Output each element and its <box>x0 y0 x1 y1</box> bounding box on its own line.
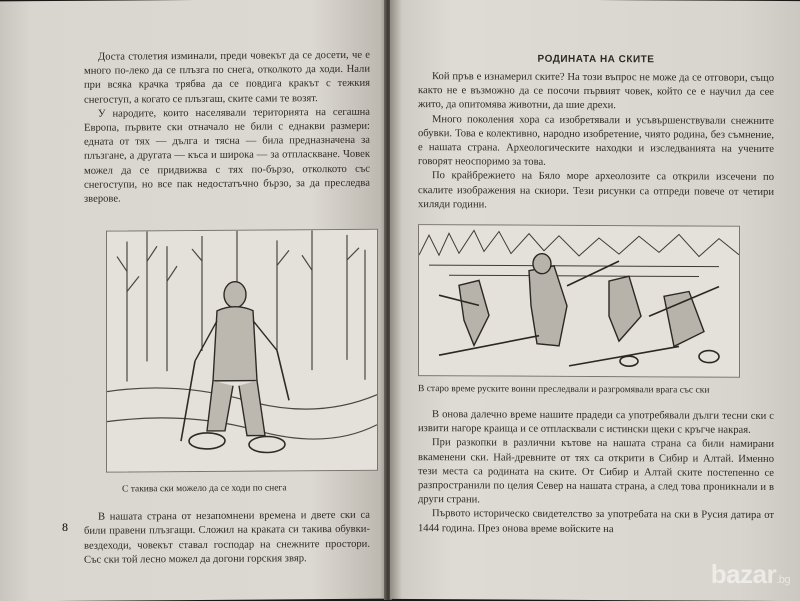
left-paragraph-2: У народите, които населявали територията на сегашна Европа, първите ски отначало не били с еднакви размери: едната от тях — дълга и тясна — била предназначена за плъзгане, а другата — къса и широка — за отпласкване. Човек можел да се придвижва с тях по-бързо, отколкото със снегоступи, но все пак недостатъчно бързо, за да преследва зверове. <box>84 106 370 205</box>
skier-illustration <box>106 229 378 473</box>
watermark-text: bazar <box>710 559 777 589</box>
right-paragraph-5: При разкопки в различни кътове на нашата страна са били намирани вкаменени ски. Най-древните от тях са открити в Сибир и Алтай. Именно тези места са родината на ските. От Сибир и Алтай ските постепенно се разпространили по целия Север на нашата страна, а след това проникнали и в други страни. <box>418 437 774 506</box>
watermark <box>711 559 790 590</box>
right-paragraph-2: Много поколения хора са изобретявали и усъвършенствували снежните обувки. Това е колективно, народно изобретение, чиято родина, без съмнение, е нашата страна. Археологическите находки и изследванията на учените говорят неоспоримо за това. <box>418 113 774 168</box>
left-page <box>0 0 388 601</box>
right-figure-caption: В старо време руските воини преследвали и разгромявали врага със ски <box>418 384 710 396</box>
right-paragraph-4: В онова далечно време нашите прадеди са употребявали дълги тесни ски с извити нагоре краища и се отпласквали с истински щеки с кръгче накрая. <box>418 409 774 437</box>
right-page <box>390 0 800 601</box>
section-heading: РОДИНАТА НА СКИТЕ <box>537 53 655 66</box>
left-figure-caption: С такива ски можело да се ходи по снега <box>122 483 287 495</box>
left-paragraph-3: В нашата страна от незапомнени времена и двете ски са били правени плъзгащи. Сложил на краката си такива обувки-вездеходи, човекът ставал господар на снежните простори. Със ски той лесно можел да догони горския звяр. <box>84 510 370 566</box>
watermark-tld: .bg <box>776 574 790 586</box>
page-number: 8 <box>62 520 68 534</box>
right-paragraph-1: Кой пръв е изнамерил ските? На този въпрос не може да се отговори, също както не е възможно да се посочи първият човек, който се е научил да сее жито, да опитомява животни, да шие дрехи. <box>418 71 774 112</box>
battle-illustration <box>418 224 740 378</box>
right-paragraph-6: Първото историческо свидетелство за употребата на ски в Русия датира от 1444 година. През онова време войските на <box>418 508 774 535</box>
right-paragraph-3: По крайбрежието на Бяло море археолозите са открили изсечени по скалите изображения на скиори. Тези рисунки са отпреди повече от четири хиляди години. <box>418 170 774 211</box>
left-paragraph-1: Доста столетия изминали, преди човекът да се досети, че е много по-леко да се плъзга по снега, отколкото да ходи. Нали при всяка крачка трябва да се повдига кракът с тежкия снегоступ, а когато се плъзгаш, ските сами те возят. <box>84 49 370 106</box>
